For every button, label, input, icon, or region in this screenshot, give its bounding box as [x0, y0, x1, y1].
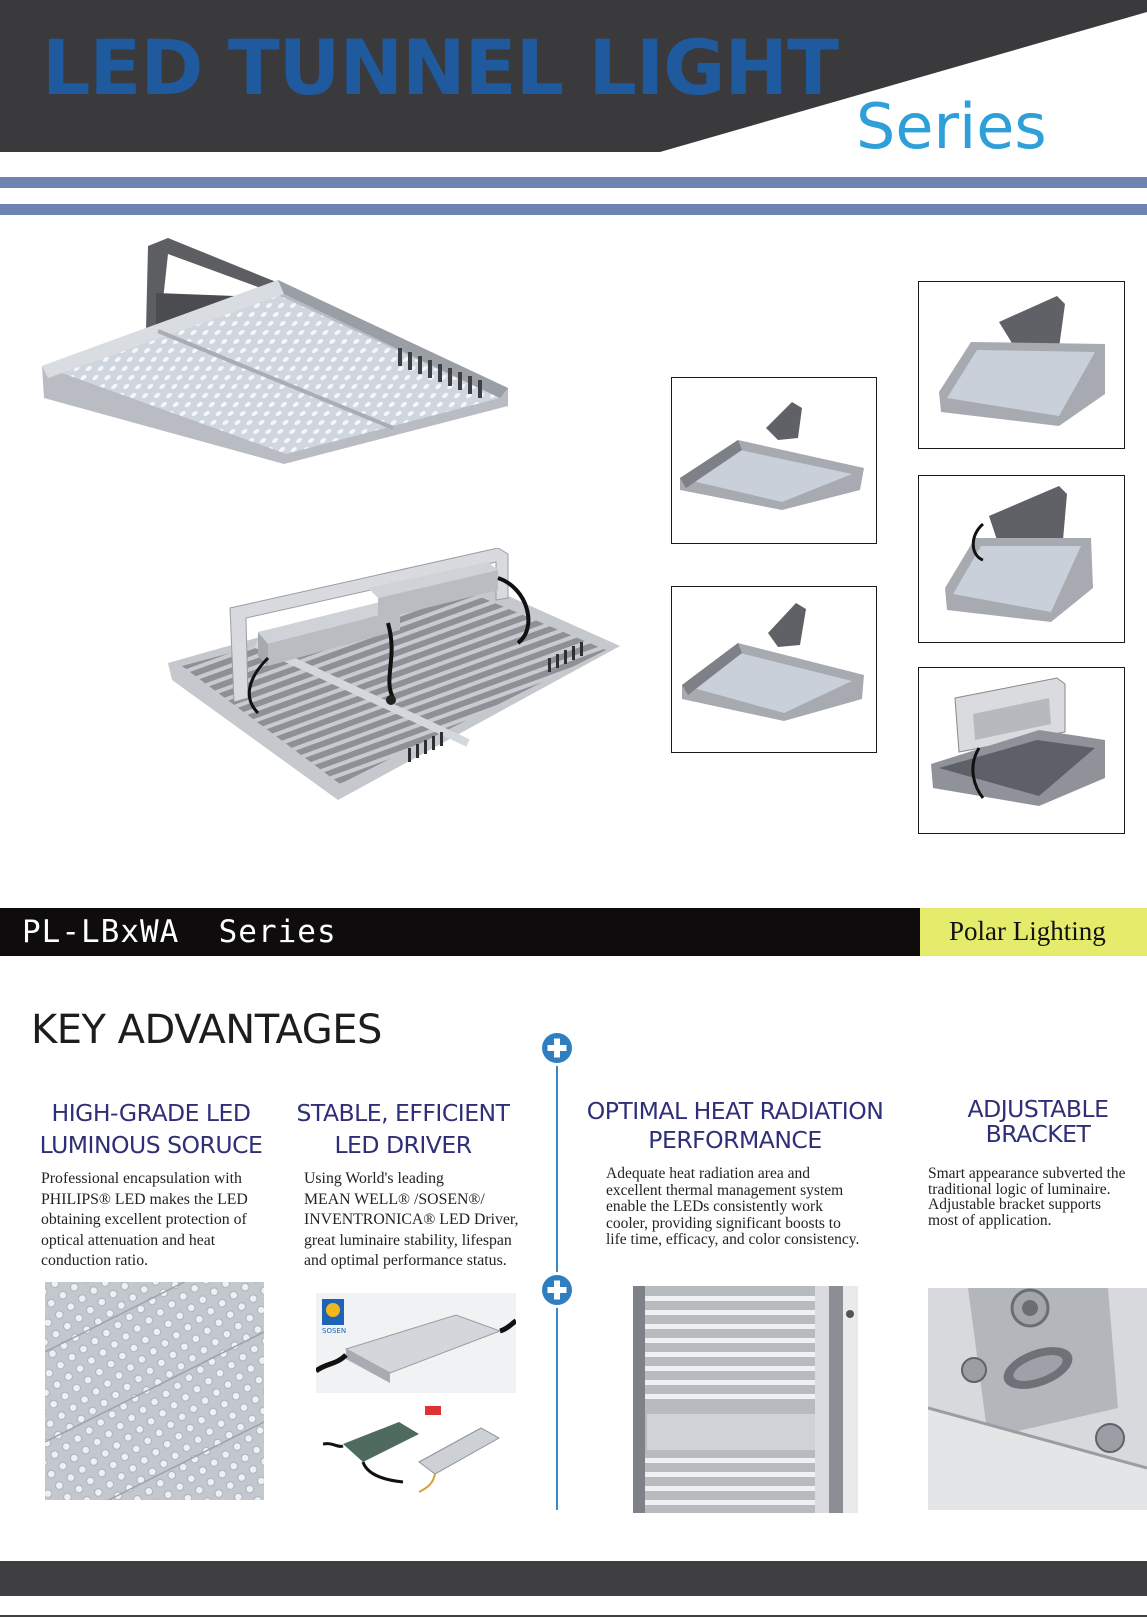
advantage-text-driver: Using World's leading MEAN WELL® /SOSEN®/ INVENTRONICA® LED Driver, great luminaire stability, lifespan and optimal performance status.	[304, 1170, 519, 1269]
advantage-heading-bracket: ADJUSTABLE BRACKET	[967, 1095, 1109, 1148]
series-label: PL-LBxWA Series	[22, 914, 337, 950]
advantage-heading-heat: OPTIMAL HEAT RADIATION PERFORMANCE	[586, 1097, 884, 1154]
driver-photo-1	[316, 1293, 516, 1393]
product-photo-back	[168, 548, 624, 804]
brand-name: Polar Lighting	[949, 916, 1106, 946]
advantage-text-led: Professional encapsulation with PHILIPS® LED makes the LED obtaining excellent protection of optical attenuation and heat conduction ratio.	[41, 1170, 248, 1269]
product-photo-front	[38, 238, 528, 478]
thumbnail-5	[918, 667, 1125, 834]
sosen-logo: SOSEN	[322, 1327, 347, 1335]
thumbnail-1	[671, 377, 877, 544]
thumbnail-3	[918, 281, 1125, 449]
header-rule-1	[0, 177, 1147, 188]
key-advantages-title: KEY ADVANTAGES	[31, 1007, 382, 1053]
heat-sink-photo	[633, 1286, 858, 1513]
page-subtitle: Series	[856, 90, 1047, 163]
advantage-text-bracket: Smart appearance subverted the traditional logic of luminaire. Adjustable bracket supports most of application.	[928, 1165, 1126, 1229]
led-chip-photo	[45, 1282, 264, 1500]
thumbnail-2	[671, 586, 877, 753]
driver-photo-2	[323, 1404, 513, 1494]
footer-bar	[0, 1561, 1147, 1596]
thumbnail-4	[918, 475, 1125, 643]
plus-circle-icon	[542, 1033, 572, 1063]
advantage-heading-led: HIGH-GRADE LED LUMINOUS SORUCE	[39, 1099, 263, 1159]
page-title: LED TUNNEL LIGHT	[42, 23, 838, 112]
advantage-heading-driver: STABLE, EFFICIENT LED DRIVER	[296, 1099, 510, 1159]
header-rule-2	[0, 204, 1147, 215]
bracket-closeup-photo	[928, 1288, 1147, 1510]
plus-circle-icon	[542, 1275, 572, 1305]
footer-rule	[0, 1615, 1147, 1617]
advantage-text-heat: Adequate heat radiation area and excellent thermal management system enable the LEDs consistently work cooler, providing significant boosts to life time, efficacy, and color consistency.	[606, 1165, 860, 1248]
